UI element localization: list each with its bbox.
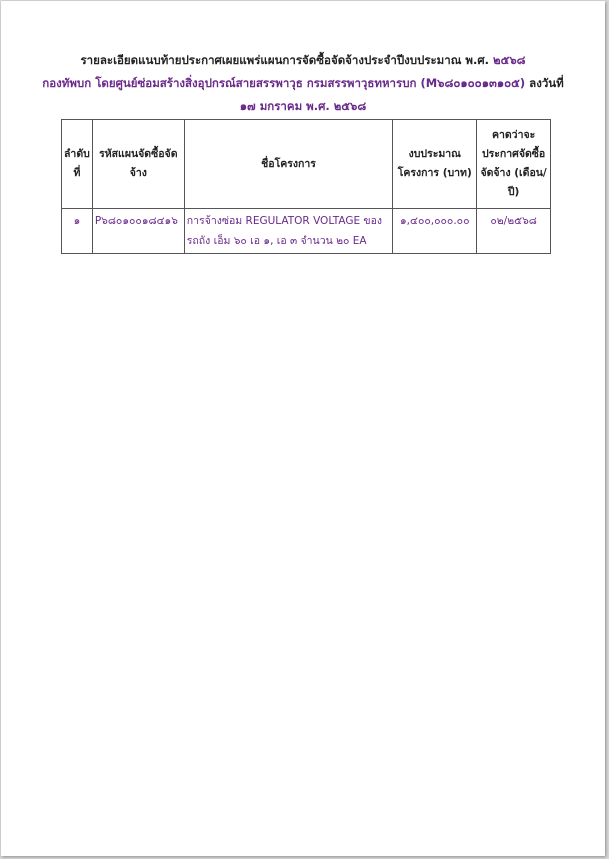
header-fiscal-year: ๒๕๖๘ xyxy=(493,53,526,67)
document-page xyxy=(1,1,605,856)
cell-budget: ๑,๔๐๐,๐๐๐.๐๐ xyxy=(393,209,477,254)
column-header-seq: ลำดับที่ xyxy=(62,120,93,209)
document-header xyxy=(1,49,605,118)
header-title: รายละเอียดแนบท้ายประกาศเผยแพร่แผนการจัดซื้อจัดจ้างประจำปีงบประมาณ พ.ศ. xyxy=(80,53,490,67)
column-header-budget: งบประมาณโครงการ (บาท) xyxy=(393,120,477,209)
header-organization: กองทัพบก โดยศูนย์ซ่อมสร้างสิ่งอุปกรณ์สายสรรพาวุธ กรมสรรพาวุธทหารบก (M๖๘๐๑๐๐๑๓๑๐๕) xyxy=(42,76,526,90)
column-header-name: ชื่อโครงการ xyxy=(184,120,393,209)
cell-seq: ๑ xyxy=(62,209,93,254)
cell-project-name: การจ้างซ่อม REGULATOR VOLTAGE ของ รถถัง เอ็ม ๖๐ เอ ๑, เอ ๓ จำนวน ๒๐ EA xyxy=(184,209,393,254)
cell-plan-code: P๖๘๐๑๐๐๑๘๔๑๖ xyxy=(92,209,184,254)
table-header-row xyxy=(62,120,551,209)
header-dated-label: ลงวันที่ xyxy=(529,76,564,90)
procurement-plan-table xyxy=(61,119,551,254)
column-header-month: คาดว่าจะประกาศจัดซื้อจัดจ้าง (เดือน/ปี) xyxy=(477,120,551,209)
header-line-1 xyxy=(1,49,605,72)
header-line-2 xyxy=(1,72,605,95)
column-header-code: รหัสแผนจัดซื้อจัดจ้าง xyxy=(92,120,184,209)
header-date: ๑๗ มกราคม พ.ศ. ๒๕๖๘ xyxy=(239,99,367,113)
cell-announce-month: ๐๒/๒๕๖๘ xyxy=(477,209,551,254)
table-row xyxy=(62,209,551,254)
